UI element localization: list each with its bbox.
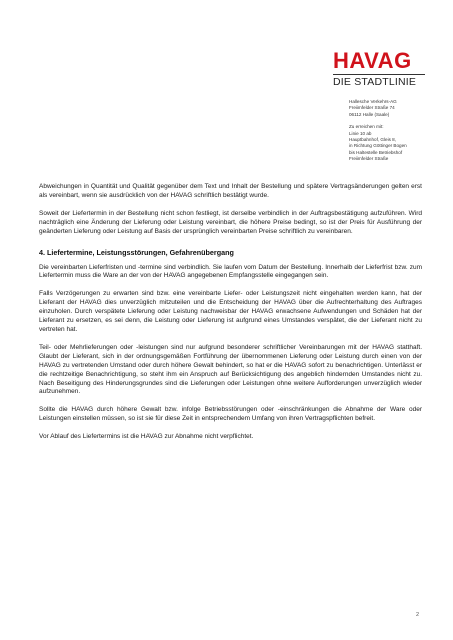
directions-line: Hauptbahnhof, Gleis 8, <box>349 137 396 143</box>
body-paragraph: Sollte die HAVAG durch höhere Gewalt bzw. infolge Betriebsstörungen oder -einschränkungen die Abnahme der Ware oder Leistungen einstellen müssen, so ist sie für diese Zeit in entsprechendem Umfang von ihren Vertragspflichten befreit. <box>39 406 422 423</box>
logo-wordmark: HAVAG <box>333 48 412 73</box>
directions-line: Linie 10 ab <box>349 130 372 136</box>
body-paragraph: Die vereinbarten Lieferfristen und -termine sind verbindlich. Sie laufen vom Datum der Bestellung. Innerhalb der Lieferfrist bzw. zum Liefertermin muss die Ware an der von der HAVAG angegebenen Empfangsstelle eingegangen sein. <box>39 263 422 280</box>
directions-line: in Richtung Göttinger Bogen <box>349 143 407 149</box>
section-heading: 4. Liefertermine, Leistungsstörungen, Gefahrenübergang <box>39 247 234 257</box>
directions-line: Freiimfelder Straße <box>349 156 389 162</box>
body-paragraph: Abweichungen in Quantität und Qualität gegenüber dem Text und Inhalt der Bestellung und spätere Vertragsänderungen gelten erst als vereinbart, wenn sie ausdrücklich von der HAVAG schriftlich bestätigt wurde. <box>39 183 422 199</box>
address-line: 06112 Halle (Saale) <box>349 111 390 117</box>
logo-subtitle: DIE STADTLINIE <box>333 76 417 88</box>
address-line: Hallesche Verkehrs-AG <box>349 99 397 104</box>
directions-line: Zu erreichen mit: <box>349 124 384 130</box>
body-paragraph: Vor Ablauf des Liefertermins ist die HAVAG zur Abnahme nicht verpflichtet. <box>39 433 254 441</box>
body-paragraph: Soweit der Liefertermin in der Bestellung nicht schon festliegt, ist derselbe verbindlich in der Auftragsbestätigung aufzuführen. Wird nachträglich eine Änderung der Lieferung oder Leistung vereinbart, die höhere Preise bedingt, so ist der Preis für Ausführung der geänderten Lieferung oder Leistung auf Basis der ursprünglich vereinbarten Preise schriftlich zu vereinbaren. <box>39 209 422 235</box>
havag-logo <box>333 50 425 88</box>
document-body <box>39 183 422 451</box>
page-number: 2 <box>416 612 420 618</box>
logo-divider <box>333 74 425 75</box>
address-block <box>349 99 439 163</box>
body-paragraph: Falls Verzögerungen zu erwarten sind bzw. eine vereinbarte Liefer- oder Leistungszeit nicht eingehalten werden kann, hat der Lieferant der HAVAG dies unverzüglich mitzuteilen und die Entscheidung der HAVAG über die Aufrechterhaltung des Auftrages einzuholen. Durch verspätete Lieferung oder Leistung nachweisbar der HAVAG erwachsene Aufwendungen und Schäden hat der Lieferant zu ersetzen, es sei denn, die Leistung oder Lieferung ist aufgrund eines Umstandes verspätet, die der Lieferant nicht zu vertreten hat. <box>39 290 422 333</box>
body-paragraph: Teil- oder Mehrlieferungen oder -leistungen sind nur aufgrund besonderer schriftlicher Vereinbarungen mit der HAVAG statthaft. Glaubt der Lieferant, sich in der ordnungsgemäßen Fortführung der übernommenen Lieferung oder Leistung durch einen von der HAVAG zu vertretenden Umstand oder durch höhere Gewalt behindert, so hat er die HAVAG sofort zu benachrichtigen. Unterlässt er die rechtzeitige Benachrichtigung, so steht ihm ein Anspruch auf Berücksichtigung des angeblich hindernden Umstandes nicht zu. Nach Beseitigung des Hinderungsgrundes sind die Lieferungen oder Leistungen ohne weitere Aufforderungen unverzüglich wieder aufzunehmen. <box>39 343 422 396</box>
directions-line: bis Haltestelle Betriebshof <box>349 149 403 155</box>
address-line: Freiimfelder Straße 74 <box>349 105 395 111</box>
